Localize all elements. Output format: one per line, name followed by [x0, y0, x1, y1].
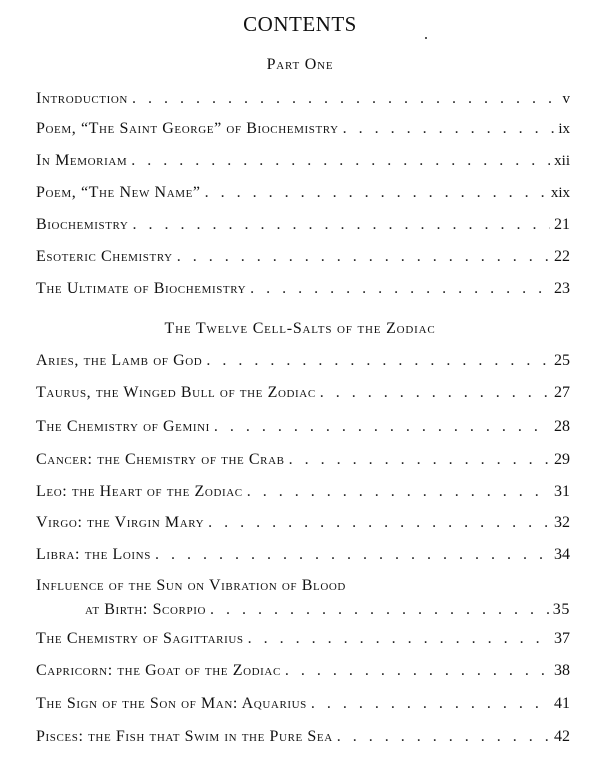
toc-entry-label: Poem, “The New Name”	[36, 184, 201, 201]
toc-page-number: 42	[554, 728, 570, 745]
dot-leader	[132, 89, 559, 109]
toc-page-number: 23	[554, 280, 570, 297]
toc-entry-label: Libra: the Loins	[36, 546, 151, 563]
dot-leader	[247, 482, 550, 502]
toc-entry-poem-saint-george[interactable]	[36, 119, 570, 139]
toc-entry-label: Biochemistry	[36, 216, 129, 233]
dot-leader	[311, 694, 550, 714]
toc-entry-aries[interactable]	[36, 351, 570, 371]
toc-page-number: xii	[554, 153, 570, 169]
dot-leader	[250, 279, 550, 299]
toc-entry-aquarius[interactable]	[36, 694, 570, 714]
toc-entry-label: Influence of the Sun on Vibration of Blood	[36, 577, 346, 594]
toc-page-number: 38	[554, 662, 570, 679]
toc-page-number: 41	[554, 695, 570, 712]
toc-entry-label: The Chemistry of Gemini	[36, 418, 210, 435]
dot-leader	[155, 545, 550, 565]
toc-entry-biochemistry[interactable]	[36, 215, 570, 235]
section-heading-cell-salts: The Twelve Cell-Salts of the Zodiac	[164, 320, 436, 337]
dot-leader	[177, 247, 550, 267]
toc-entry-in-memoriam[interactable]	[36, 151, 570, 171]
toc-page-number: 28	[554, 418, 570, 435]
toc-page-number: 35	[552, 601, 570, 618]
toc-entry-label: The Sign of the Son of Man: Aquarius	[36, 695, 307, 712]
toc-page-number: v	[562, 91, 570, 107]
toc-entry-label: Introduction	[36, 90, 128, 107]
dot-leader	[132, 215, 550, 235]
toc-page-number: 27	[554, 384, 570, 401]
toc-page-number: 25	[554, 352, 570, 369]
part-one-heading: Part One	[266, 56, 334, 73]
toc-page-number: 31	[554, 483, 570, 500]
toc-entry-label: Esoteric Chemistry	[36, 248, 173, 265]
toc-entry-taurus[interactable]	[36, 383, 570, 403]
toc-entry-cancer[interactable]	[36, 450, 570, 470]
toc-entry-esoteric-chemistry[interactable]	[36, 247, 570, 267]
toc-entry-label: Cancer: the Chemistry of the Crab	[36, 451, 285, 468]
toc-entry-label: Pisces: the Fish that Swim in the Pure Sea	[36, 728, 333, 745]
dot-leader	[285, 661, 550, 681]
toc-entry-pisces[interactable]	[36, 727, 570, 747]
toc-entry-label: In Memoriam	[36, 152, 128, 169]
dot-leader	[337, 727, 550, 747]
toc-entry-virgo[interactable]	[36, 513, 570, 533]
toc-entry-leo[interactable]	[36, 482, 570, 502]
dot-leader	[208, 513, 550, 533]
toc-entry-label: Taurus, the Winged Bull of the Zodiac	[36, 384, 316, 401]
page-title: CONTENTS	[243, 12, 357, 36]
toc-entry-label: Virgo: the Virgin Mary	[36, 514, 205, 531]
toc-entry-gemini[interactable]	[36, 417, 570, 437]
dot-leader	[289, 450, 550, 470]
toc-page-number: 29	[554, 451, 570, 468]
dot-leader	[131, 151, 550, 171]
toc-page-number: ix	[558, 121, 570, 137]
toc-entry-ultimate-of-biochemistry[interactable]	[36, 279, 570, 299]
toc-entry-introduction[interactable]	[36, 89, 570, 109]
dot-leader	[248, 629, 550, 649]
ink-speck	[425, 37, 427, 39]
toc-page-number: xix	[550, 185, 570, 201]
toc-entry-label-continued: at Birth: Scorpio	[85, 601, 207, 618]
toc-page-number: 21	[554, 216, 570, 233]
toc-entry-label: Poem, “The Saint George” of Biochemistry	[36, 120, 339, 137]
dot-leader	[206, 351, 550, 371]
toc-entry-libra[interactable]	[36, 545, 570, 565]
toc-entry-poem-new-name[interactable]	[36, 183, 570, 203]
dot-leader	[320, 383, 550, 403]
toc-page-number: 37	[554, 630, 570, 647]
toc-entry-label: The Chemistry of Sagittarius	[36, 630, 244, 647]
dot-leader	[343, 119, 555, 139]
toc-entry-label: Aries, the Lamb of God	[36, 352, 203, 369]
dot-leader	[205, 183, 547, 203]
toc-entry-label: Leo: the Heart of the Zodiac	[36, 483, 243, 500]
dot-leader	[214, 417, 550, 437]
toc-page-number: 32	[554, 514, 570, 531]
toc-entry-label: Capricorn: the Goat of the Zodiac	[36, 662, 281, 679]
toc-entry-capricorn[interactable]	[36, 661, 570, 681]
toc-entry-label: The Ultimate of Biochemistry	[36, 280, 247, 297]
toc-entry-sagittarius[interactable]	[36, 629, 570, 649]
toc-page-number: 34	[554, 546, 570, 563]
dot-leader	[210, 600, 549, 620]
toc-page-number: 22	[554, 248, 570, 265]
toc-entry-scorpio[interactable]	[36, 576, 570, 620]
